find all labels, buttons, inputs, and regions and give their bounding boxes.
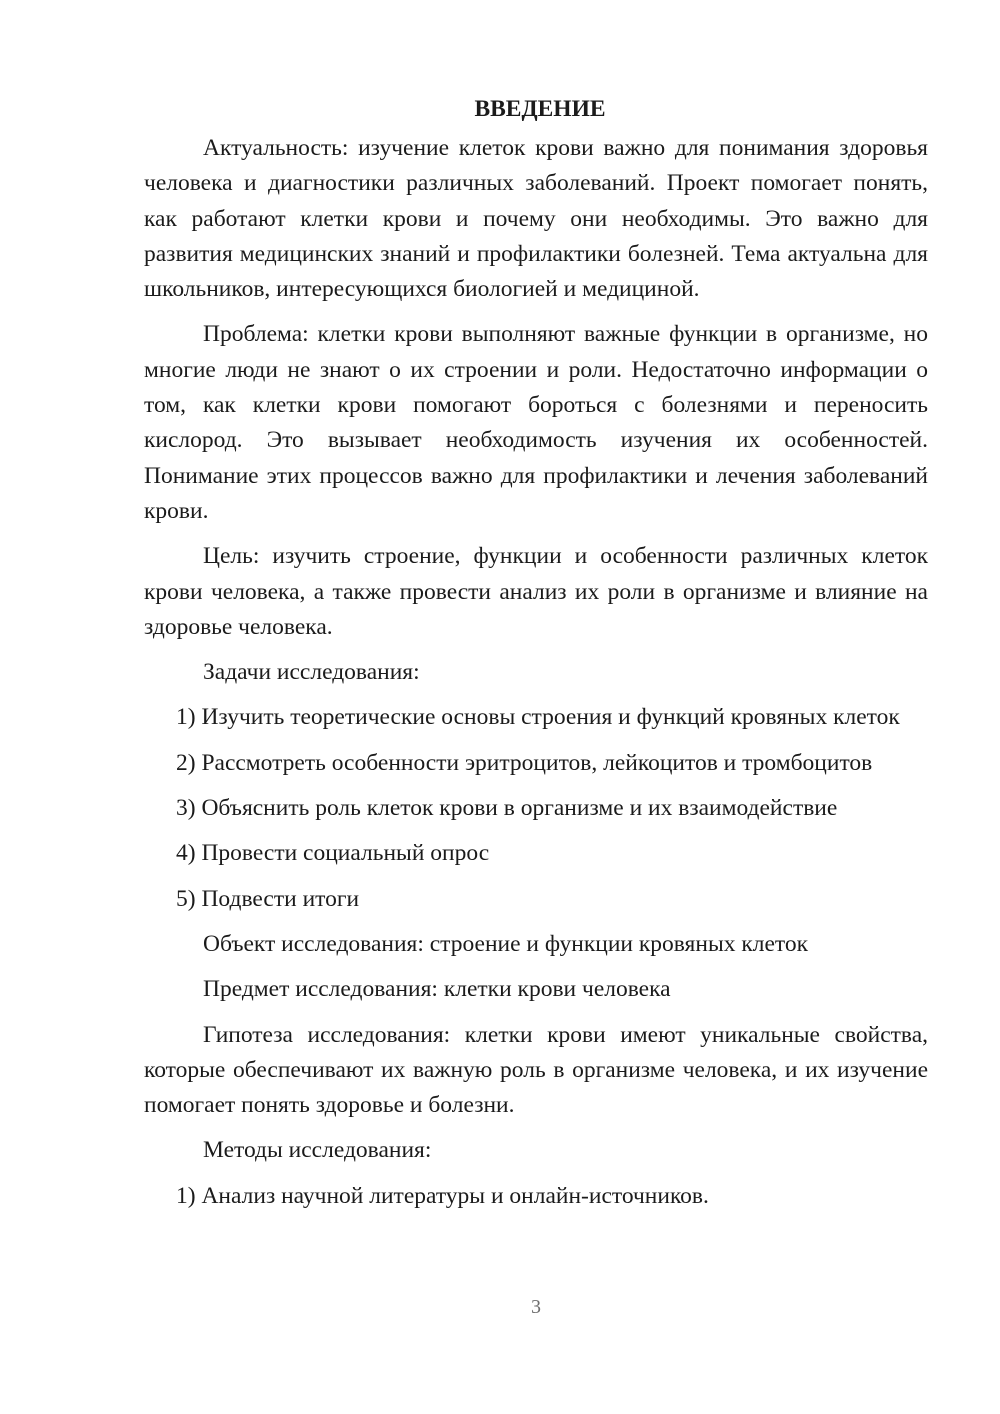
task-item-3: 3) Объяснить роль клеток крови в организме и их взаимодействие bbox=[176, 795, 838, 822]
page-content bbox=[144, 92, 928, 1214]
methods-label: Методы исследования: bbox=[203, 1137, 432, 1164]
page-title: ВВЕДЕНИЕ bbox=[474, 96, 606, 122]
tasks-list bbox=[144, 700, 928, 916]
task-item-1: 1) Изучить теоретические основы строения и функций кровяных клеток bbox=[176, 704, 900, 731]
page-number: 3 bbox=[531, 1296, 541, 1318]
subject-paragraph: Предмет исследования: клетки крови человека bbox=[203, 976, 671, 1003]
task-item-5: 5) Подвести итоги bbox=[176, 885, 360, 912]
methods-list bbox=[144, 1179, 928, 1214]
method-item-1: 1) Анализ научной литературы и онлайн-источников. bbox=[176, 1182, 709, 1209]
task-item-4: 4) Провести социальный опрос bbox=[176, 840, 490, 867]
task-item-2: 2) Рассмотреть особенности эритроцитов, лейкоцитов и тромбоцитов bbox=[176, 749, 873, 776]
hypothesis-paragraph: Гипотеза исследования: клетки крови имеют уникальные свойства, которые обеспечивают их важную роль в организме человека, и их изучение помогает понять здоровье и болезни. bbox=[144, 1021, 928, 1119]
goal-paragraph: Цель: изучить строение, функции и особенности различных клеток крови человека, а также провести анализ их роли в организме и влияние на здоровье человека. bbox=[144, 543, 928, 640]
object-paragraph: Объект исследования: строение и функции кровяных клеток bbox=[203, 930, 809, 957]
tasks-label: Задачи исследования: bbox=[203, 659, 420, 686]
problem-paragraph: Проблема: клетки крови выполняют важные функции в организме, но многие люди не знают о их строении и роли. Недостаточно информации о том, как клетки крови помогают бороться с болезнями и переносить кислород. Это вызывает необходимость изучения их особенностей. Понимание этих процессов важно для профилактики и лечения заболеваний крови. bbox=[144, 321, 928, 524]
relevance-paragraph: Актуальность: изучение клеток крови важно для понимания здоровья человека и диагностики различных заболеваний. Проект помогает понять, как работают клетки крови и почему они необходимы. Это важно для развития медицинских знаний и профилактики болезней. Тема актуальна для школьников, интересующихся биологией и медициной. bbox=[144, 135, 928, 303]
